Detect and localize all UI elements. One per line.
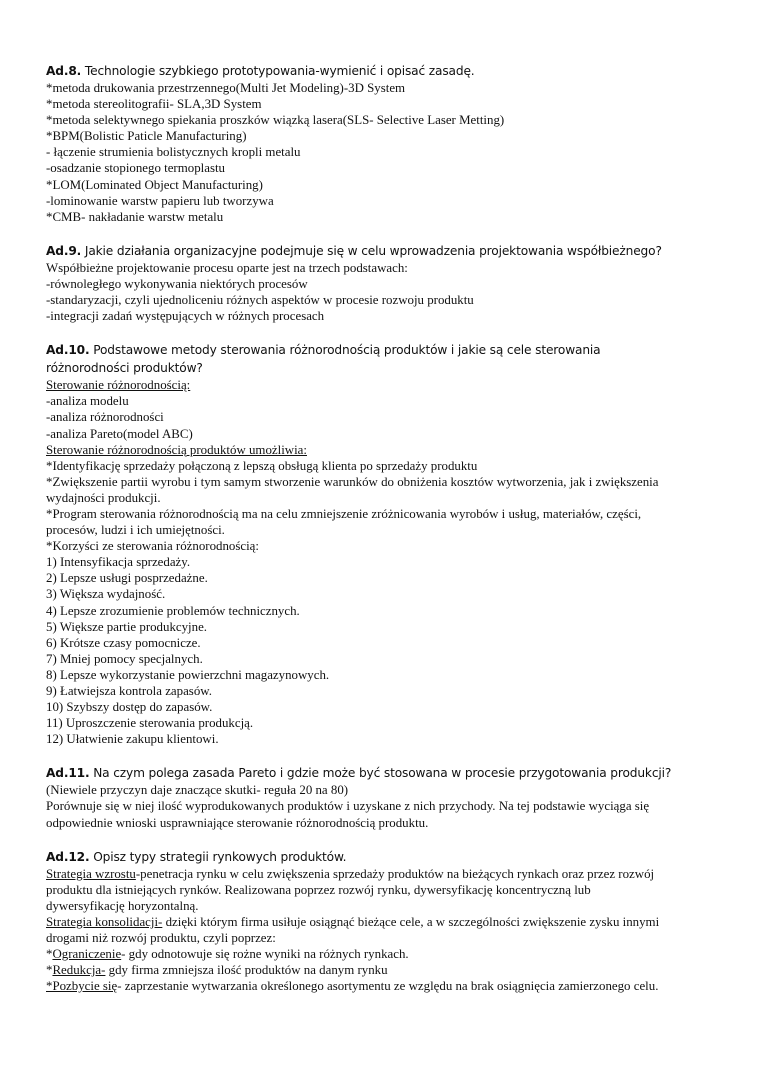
text-line: *CMB- nakładanie warstw metalu [46, 209, 224, 224]
text-line: wydajności produkcji. [46, 490, 161, 505]
text-line: Współbieżne projektowanie procesu oparte jest na trzech podstawach: [46, 260, 408, 275]
section-ad11 [46, 764, 736, 830]
text-line: *LOM(Lominated Object Manufacturing) [46, 177, 263, 192]
list-item: 2) Lepsze usługi posprzedażne. [46, 571, 208, 586]
strategy-growth-label: Strategia wzrostu [46, 866, 136, 881]
section-title: Opisz typy strategii rynkowych produktów. [93, 849, 347, 864]
list-item: 12) Ułatwienie zakupu klientowi. [46, 732, 219, 747]
section-ad8 [46, 62, 736, 225]
text-line: drogami niż rozwój produktu, czyli poprzez: [46, 931, 276, 946]
list-item: 4) Lepsze zrozumienie problemów technicznych. [46, 603, 300, 618]
text-line: -równoległego wykonywania niektórych procesów [46, 276, 308, 291]
list-item: 5) Większe partie produkcyjne. [46, 619, 208, 634]
section-number: Ad.12. [46, 849, 90, 864]
text-line [46, 962, 736, 978]
section-number: Ad.9. [46, 243, 82, 258]
section-ad12 [46, 848, 736, 995]
list-item: 11) Uproszczenie sterowania produkcją. [46, 716, 254, 731]
document-page [46, 62, 736, 994]
subheading: Sterowanie różnorodnością produktów umożliwia: [46, 442, 307, 457]
text-line: *Korzyści ze sterowania różnorodnością: [46, 539, 259, 554]
text-line: *Identyfikację sprzedaży połączoną z lepszą obsługą klienta po sprzedaży produktu [46, 458, 478, 473]
list-item: 7) Mniej pomocy specjalnych. [46, 651, 203, 666]
text-line: -lominowanie warstw papieru lub tworzywa [46, 193, 274, 208]
text-line: -standaryzacji, czyli ujednoliceniu różnych aspektów w procesie rozwoju produktu [46, 293, 474, 308]
reduction-label: Redukcja- [52, 963, 106, 978]
text-line: *metoda drukowania przestrzennego(Multi Jet Modeling)-3D System [46, 81, 406, 95]
section-title: Jakie działania organizacyjne podejmuje się w celu wprowadzenia projektowania współbieżnego? [84, 243, 662, 258]
section-title: Na czym polega zasada Pareto i gdzie może być stosowana w procesie przygotowania produkcji? [93, 766, 672, 781]
text-line [46, 946, 736, 962]
section-heading [46, 341, 736, 359]
text-line: - łączenie strumienia bolistycznych kropli metalu [46, 145, 301, 160]
section-heading [46, 62, 736, 80]
section-number: Ad.8. [46, 64, 82, 78]
text-line: *metoda selektywnego spiekania proszków wiązką lasera(SLS- Selective Laser Metting) [46, 113, 505, 128]
limitation-text: - gdy odnotowuje się rożne wyniki na różnych rynkach. [121, 947, 409, 962]
list-item: 3) Większa wydajność. [46, 587, 166, 602]
text-line: *Zwiększenie partii wyrobu i tym samym stworzenie warunków do obniżenia kosztów wytworzenia, jak i zwiększenia [46, 474, 659, 489]
subheading: Sterowanie różnorodnością: [46, 378, 191, 393]
text-line [46, 866, 736, 882]
text-line: odpowiednie wnioski usprawniające sterowanie różnorodnością produktu. [46, 815, 429, 830]
text-line: -osadzanie stopionego termoplastu [46, 161, 225, 176]
text-line: procesów, ludzi i ich umiejętności. [46, 523, 225, 538]
list-item: 10) Szybszy dostęp do zapasów. [46, 700, 213, 715]
bullet-prefix: * [46, 947, 53, 962]
text-line: *Program sterowania różnorodnością ma na celu zmniejszenie zróżnicowania wyrobów i usług, materiałów, części, [46, 506, 642, 521]
text-line: dywersyfikację horyzontalną. [46, 898, 199, 913]
section-heading [46, 242, 736, 260]
text-line: *metoda stereolitografii- SLA,3D System [46, 97, 262, 112]
list-item: 6) Krótsze czasy pomocnicze. [46, 635, 201, 650]
section-title: Technologie szybkiego prototypowania-wymienić i opisać zasadę. [84, 64, 475, 78]
section-title: Podstawowe metody sterowania różnorodnością produktów i jakie są cele sterowania [93, 343, 601, 358]
limitation-label: Ograniczenie [52, 947, 122, 962]
disposal-text: - zaprzestanie wytwarzania określonego asortymentu ze względu na brak osiągnięcia zamierzonego celu. [117, 979, 659, 994]
strategy-consolidation-label: Strategia konsolidacji- [46, 914, 163, 929]
disposal-label: *Pozbycie się [46, 979, 118, 994]
text-line: -analiza różnorodności [46, 410, 164, 425]
text-line: -integracji zadań występujących w różnych procesach [46, 309, 325, 324]
text-line [46, 978, 736, 994]
text-line: *BPM(Bolistic Paticle Manufacturing) [46, 129, 247, 144]
section-number: Ad.11. [46, 766, 90, 781]
text-line: -analiza Pareto(model ABC) [46, 426, 193, 441]
section-ad9 [46, 242, 736, 324]
section-heading [46, 848, 736, 866]
strategy-consolidation-text: dzięki którym firma usiłuje osiągnąć bieżące cele, a w szczególności zwiększenie zysku innymi [162, 914, 660, 929]
section-number: Ad.10. [46, 343, 90, 358]
text-line: Porównuje się w niej ilość wyprodukowanych produktów i uzyskane z nich przychody. Na tej podstawie wyciąga się [46, 799, 650, 814]
section-ad10 [46, 341, 736, 747]
text-line: -analiza modelu [46, 394, 129, 409]
text-line: produktu dla istniejących rynków. Realizowana poprzez rozwój rynku, dywersyfikację koncentryczną lub [46, 882, 591, 897]
list-item: 1) Intensyfikacja sprzedaży. [46, 555, 191, 570]
list-item: 9) Łatwiejsza kontrola zapasów. [46, 684, 212, 698]
text-line [46, 914, 736, 930]
section-title-continued: różnorodności produktów? [46, 361, 203, 376]
section-heading [46, 764, 736, 782]
reduction-text: gdy firma zmniejsza ilość produktów na danym rynku [105, 963, 388, 978]
text-line: (Niewiele przyczyn daje znaczące skutki- reguła 20 na 80) [46, 783, 349, 798]
bullet-prefix: * [46, 963, 53, 978]
strategy-growth-text: -penetracja rynku w celu zwiększenia sprzedaży produktów na bieżących rynkach oraz przez rozwój [135, 866, 655, 881]
list-item: 8) Lepsze wykorzystanie powierzchni magazynowych. [46, 667, 330, 682]
